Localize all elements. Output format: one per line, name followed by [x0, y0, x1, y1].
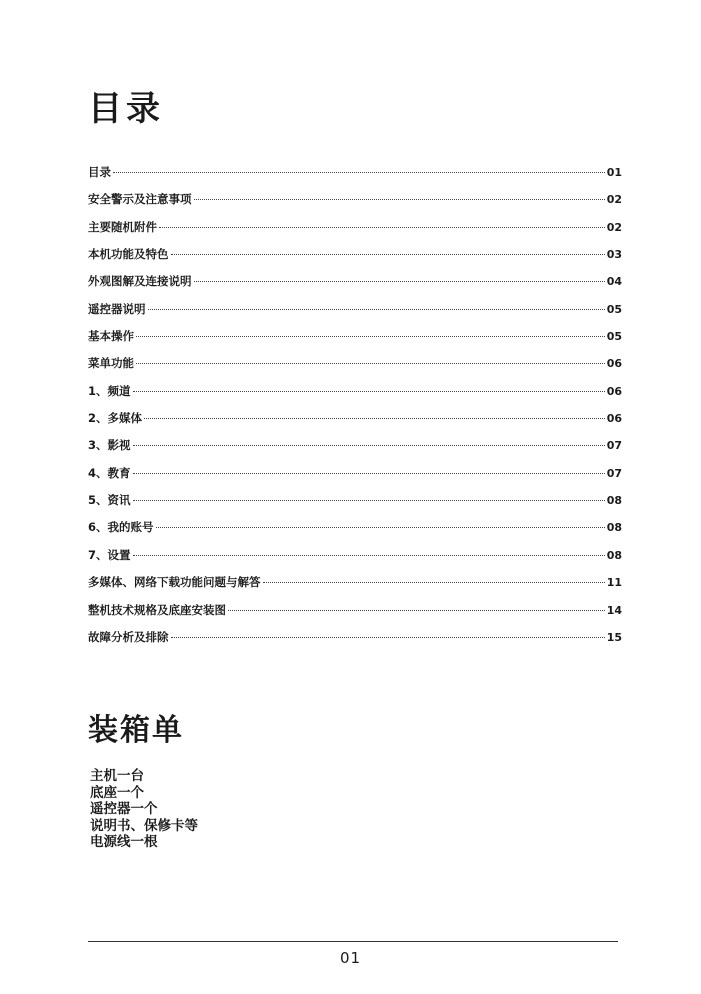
toc-entry-label: 基本操作 — [88, 329, 134, 344]
toc-entry[interactable] — [88, 410, 622, 437]
toc-entry-label: 故障分析及排除 — [88, 629, 169, 644]
toc-entry-page: 02 — [606, 220, 622, 234]
toc-entry[interactable] — [88, 602, 622, 629]
packing-list — [90, 768, 198, 851]
toc-leader-dots — [171, 637, 605, 638]
toc-entry[interactable] — [88, 328, 622, 355]
toc-leader-dots — [159, 227, 605, 228]
toc-entry-page: 04 — [606, 275, 622, 289]
toc-entry-label: 6、我的账号 — [88, 520, 154, 535]
toc-entry-page: 06 — [606, 412, 622, 426]
toc-leader-dots — [133, 391, 605, 392]
toc-entry-page: 11 — [606, 576, 622, 590]
page-number: 01 — [339, 949, 362, 967]
toc-entry-page: 07 — [606, 439, 622, 453]
toc-entry-page: 08 — [606, 548, 622, 562]
toc-entry[interactable] — [88, 301, 622, 328]
toc-leader-dots — [136, 336, 605, 337]
toc-entry-label: 4、教育 — [88, 465, 131, 480]
toc-leader-dots — [171, 254, 605, 255]
toc-leader-dots — [263, 582, 605, 583]
toc-entry-label: 5、资讯 — [88, 493, 131, 508]
toc-list — [88, 164, 622, 656]
toc-entry[interactable] — [88, 164, 622, 191]
toc-leader-dots — [156, 527, 605, 528]
toc-entry[interactable] — [88, 273, 622, 300]
toc-leader-dots — [133, 473, 605, 474]
toc-entry-label: 主要随机附件 — [88, 219, 157, 234]
toc-entry[interactable] — [88, 492, 622, 519]
toc-entry[interactable] — [88, 383, 622, 410]
toc-leader-dots — [133, 445, 605, 446]
packing-list-item: 遥控器一个 — [90, 801, 158, 817]
toc-entry[interactable] — [88, 219, 622, 246]
toc-entry-page: 07 — [606, 466, 622, 480]
toc-leader-dots — [228, 610, 605, 611]
toc-leader-dots — [136, 363, 605, 364]
toc-leader-dots — [144, 418, 605, 419]
toc-entry[interactable] — [88, 547, 622, 574]
packing-list-item: 电源线一根 — [90, 834, 158, 850]
toc-leader-dots — [194, 199, 605, 200]
toc-entry-label: 本机功能及特色 — [88, 247, 169, 262]
toc-entry-label: 遥控器说明 — [88, 301, 146, 316]
toc-entry-page: 02 — [606, 193, 622, 207]
toc-leader-dots — [133, 555, 605, 556]
toc-leader-dots — [113, 172, 605, 173]
packing-list-item: 底座一个 — [90, 784, 144, 801]
toc-leader-dots — [133, 500, 605, 501]
toc-entry-page: 03 — [606, 248, 622, 262]
packing-list-item: 主机一台 — [90, 768, 144, 784]
toc-entry-page: 05 — [606, 302, 622, 316]
toc-entry-page: 15 — [606, 630, 622, 644]
toc-entry-label: 2、多媒体 — [88, 411, 143, 426]
toc-entry[interactable] — [88, 465, 622, 492]
toc-entry[interactable] — [88, 246, 622, 273]
toc-entry[interactable] — [88, 574, 622, 601]
toc-entry-page: 14 — [606, 603, 622, 617]
toc-entry-page: 08 — [606, 494, 622, 508]
toc-leader-dots — [194, 281, 605, 282]
toc-entry-label: 整机技术规格及底座安装图 — [88, 602, 226, 617]
toc-entry-page: 08 — [606, 521, 622, 535]
packing-list-item: 说明书、保修卡等 — [90, 817, 198, 834]
toc-leader-dots — [148, 309, 605, 310]
toc-title: 目录 — [88, 89, 164, 129]
toc-entry-page: 01 — [606, 166, 622, 179]
footer-divider — [88, 941, 618, 942]
toc-entry[interactable] — [88, 629, 622, 656]
toc-entry-page: 06 — [606, 384, 622, 398]
toc-entry-label: 安全警示及注意事项 — [88, 192, 192, 207]
toc-entry-label: 外观图解及连接说明 — [88, 274, 192, 289]
toc-entry[interactable] — [88, 519, 622, 546]
toc-entry-label: 3、影视 — [88, 438, 131, 453]
toc-entry-label: 多媒体、网络下载功能问题与解答 — [88, 575, 261, 590]
toc-entry-label: 目录 — [88, 165, 111, 179]
toc-entry[interactable] — [88, 437, 622, 464]
toc-entry[interactable] — [88, 191, 622, 218]
toc-entry-page: 05 — [606, 330, 622, 344]
toc-entry-label: 7、设置 — [88, 547, 131, 562]
toc-entry-label: 1、频道 — [88, 383, 131, 398]
packing-list-title: 装箱单 — [88, 713, 184, 748]
toc-entry[interactable] — [88, 355, 622, 382]
toc-entry-page: 06 — [606, 357, 622, 371]
toc-entry-label: 菜单功能 — [88, 356, 134, 371]
